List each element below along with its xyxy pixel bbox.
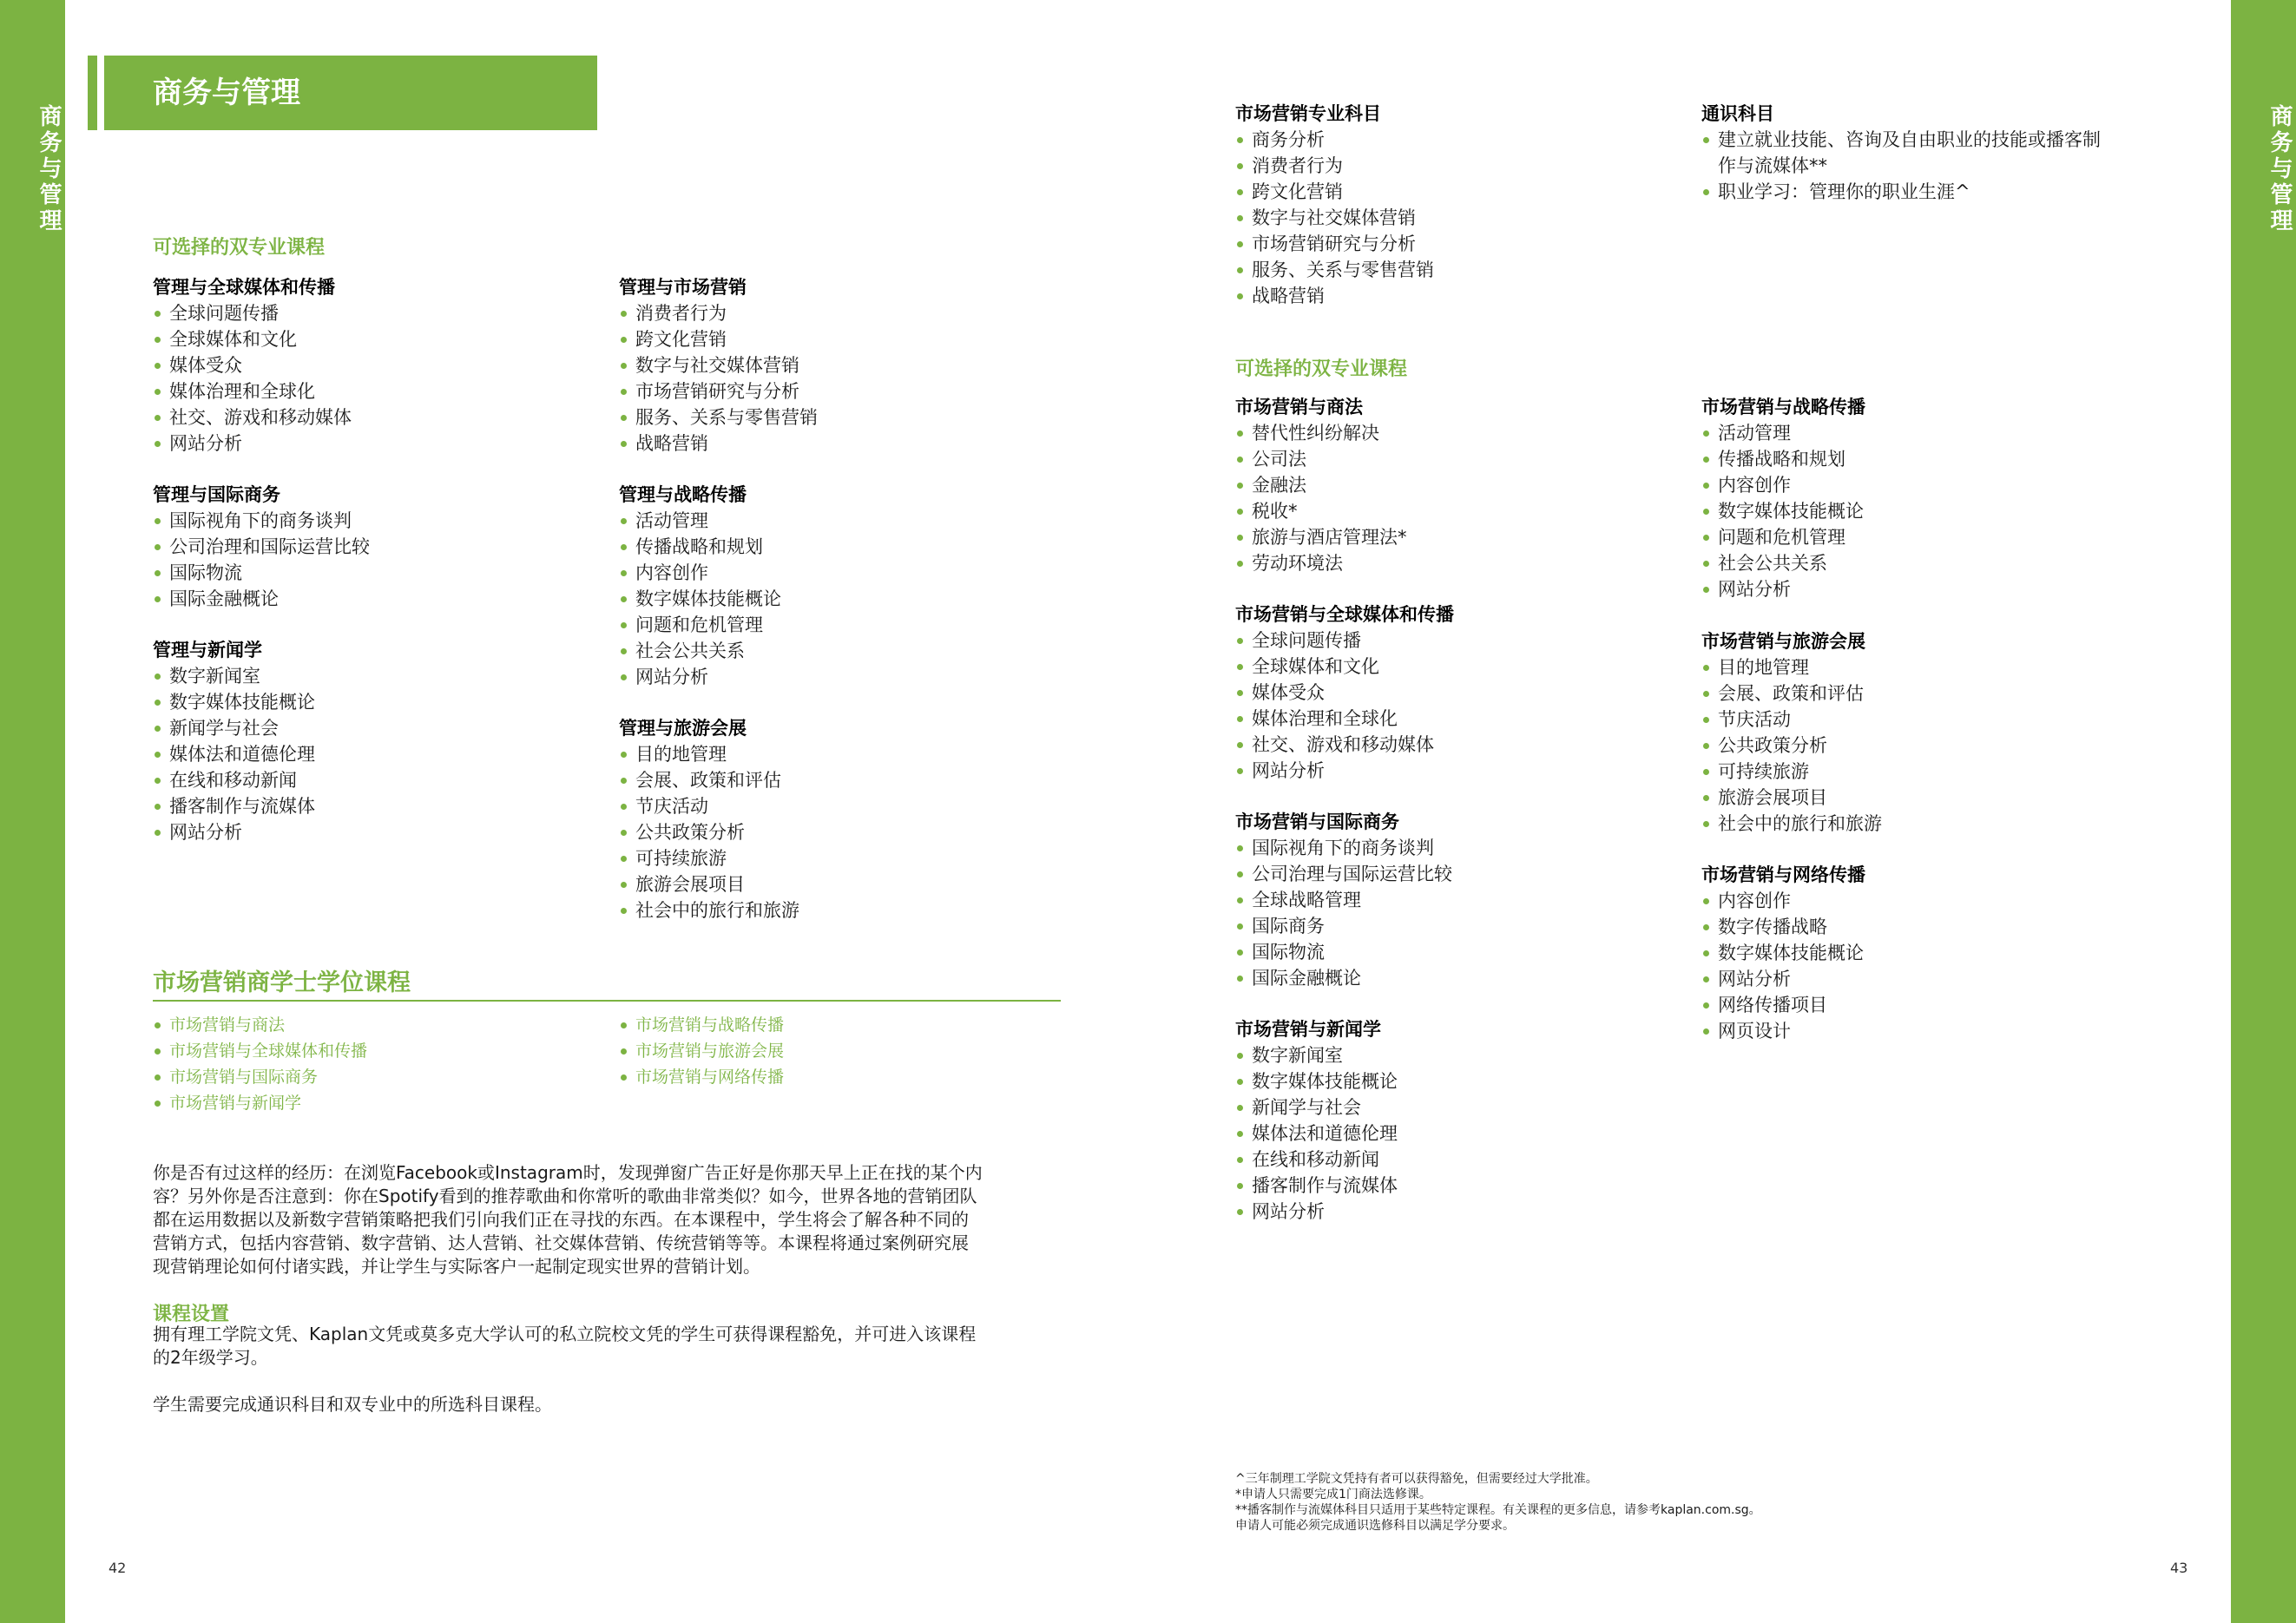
course-item: 跨文化营销 — [1235, 179, 1434, 205]
course-item: 媒体受众 — [1235, 680, 1454, 706]
course-item: 数字媒体技能概论 — [619, 586, 781, 612]
group-title: 通识科目 — [1701, 103, 1774, 124]
course-item: 战略营销 — [1235, 283, 1434, 309]
course-item: 服务、关系与零售营销 — [1235, 257, 1434, 283]
course-item: 数字与社交媒体营销 — [1235, 205, 1434, 231]
course-item: 传播战略和规划 — [619, 534, 781, 560]
course-item: 社会中的旅行和旅游 — [1701, 811, 1882, 837]
course-item: 媒体治理和全球化 — [153, 378, 352, 404]
course-item: 消费者行为 — [619, 300, 818, 326]
degree-title: 市场营销商学士学位课程 — [153, 969, 411, 996]
course-item: 国际商务 — [1235, 913, 1452, 939]
group-title: 市场营销与新闻学 — [1235, 1019, 1381, 1040]
group-title: 市场营销与战略传播 — [1701, 397, 1865, 417]
text-line: 都在运用数据以及新数字营销策略把我们引向我们正在寻找的东西。在本课程中，学生将会了解各种不同的 — [153, 1209, 969, 1230]
course-group — [1235, 394, 1407, 576]
degree-item: 市场营销与旅游会展 — [619, 1038, 784, 1064]
group-title: 管理与市场营销 — [619, 277, 747, 298]
group-title: 管理与战略传播 — [619, 484, 747, 505]
course-item: 全球问题传播 — [153, 300, 352, 326]
group-title: 市场营销与商法 — [1235, 397, 1363, 417]
course-item: 目的地管理 — [1701, 654, 1882, 680]
course-item: 问题和危机管理 — [1701, 524, 1865, 550]
course-item: 金融法 — [1235, 472, 1407, 498]
course-item: 网站分析 — [1701, 576, 1865, 602]
group-title: 市场营销与旅游会展 — [1701, 631, 1865, 652]
degree-divider — [153, 1000, 1061, 1002]
course-list — [1701, 888, 1865, 1044]
course-item: 公共政策分析 — [619, 819, 799, 845]
setup-paragraph — [153, 1323, 976, 1370]
degree-list — [153, 1012, 367, 1116]
course-item: 国际视角下的商务谈判 — [153, 508, 370, 534]
course-item: 活动管理 — [1701, 420, 1865, 446]
course-item: 网站分析 — [1235, 1199, 1398, 1225]
text-line: 的2年级学习。 — [153, 1347, 268, 1368]
dual-major-heading-right: 可选择的双专业课程 — [1235, 358, 1408, 380]
course-item: 职业学习：管理你的职业生涯^ — [1701, 179, 2101, 205]
general-subjects-group — [1701, 101, 2101, 205]
course-item: 国际物流 — [1235, 939, 1452, 965]
course-item: 替代性纠纷解决 — [1235, 420, 1407, 446]
course-list — [619, 300, 818, 457]
course-group — [619, 482, 781, 690]
course-item: 劳动环境法 — [1235, 550, 1407, 576]
text-line: 申请人可能必须完成通识选修科目以满足学分要求。 — [1235, 1519, 1515, 1533]
course-item: 数字传播战略 — [1701, 914, 1865, 940]
course-item: 媒体治理和全球化 — [1235, 706, 1454, 732]
course-item: 可持续旅游 — [619, 845, 799, 871]
text-line: 现营销理论如何付诸实践，并让学生与实际客户一起制定现实世界的营销计划。 — [153, 1256, 760, 1277]
course-list — [1235, 420, 1407, 576]
footnotes — [1235, 1471, 1843, 1534]
course-item: 网站分析 — [1701, 966, 1865, 992]
title-accent-bar — [88, 56, 97, 130]
course-group — [1235, 809, 1452, 991]
course-item: 在线和移动新闻 — [153, 767, 315, 793]
course-group — [1235, 601, 1454, 784]
course-item: 全球问题传播 — [1235, 628, 1454, 654]
group-title: 市场营销与国际商务 — [1235, 812, 1399, 832]
side-label-left: 商务与管理 — [36, 104, 62, 234]
course-item: 网络传播项目 — [1701, 992, 1865, 1018]
course-item: 国际金融概论 — [1235, 965, 1452, 991]
course-item: 数字新闻室 — [153, 663, 315, 689]
course-item: 内容创作 — [1701, 888, 1865, 914]
text-line: 拥有理工学院文凭、Kaplan文凭或莫多克大学认可的私立院校文凭的学生可获得课程豁免，并可进入该课程 — [153, 1324, 977, 1344]
course-item: 数字新闻室 — [1235, 1042, 1398, 1068]
page-title: 商务与管理 — [104, 56, 597, 130]
requirement-text: 学生需要完成通识科目和双专业中的所选科目课程。 — [153, 1394, 552, 1415]
degree-item: 市场营销与战略传播 — [619, 1012, 784, 1038]
course-list — [619, 741, 799, 923]
course-item: 在线和移动新闻 — [1235, 1147, 1398, 1173]
course-item: 网站分析 — [619, 664, 781, 690]
intro-paragraph — [153, 1161, 983, 1278]
course-item: 数字媒体技能概论 — [153, 689, 315, 715]
course-list — [619, 508, 781, 690]
text-line: **播客制作与流媒体科目只适用于某些特定课程。有关课程的更多信息，请参考kaplan.com.sg。 — [1235, 1503, 1761, 1517]
course-group — [153, 482, 370, 612]
course-item: 市场营销研究与分析 — [1235, 231, 1434, 257]
course-item: 网页设计 — [1701, 1018, 1865, 1044]
group-title: 市场营销与网络传播 — [1701, 864, 1865, 885]
degree-item: 市场营销与新闻学 — [153, 1090, 367, 1116]
course-item: 社会中的旅行和旅游 — [619, 897, 799, 923]
course-item: 市场营销研究与分析 — [619, 378, 818, 404]
major-subjects-group — [1235, 101, 1434, 309]
degree-item: 市场营销与国际商务 — [153, 1064, 367, 1090]
dual-major-heading-left: 可选择的双专业课程 — [153, 237, 326, 259]
course-list — [1235, 127, 1434, 309]
group-title: 管理与新闻学 — [153, 640, 262, 660]
text-line: *申请人只需要完成1门商法选修课。 — [1235, 1488, 1431, 1501]
degree-item: 市场营销与全球媒体和传播 — [153, 1038, 367, 1064]
degree-list — [619, 1012, 784, 1090]
course-group — [1701, 394, 1865, 602]
text-line: 容？另外你是否注意到：你在Spotify看到的推荐歌曲和你常听的歌曲非常类似？如今，世界各地的营销团队 — [153, 1186, 977, 1206]
group-title: 市场营销与全球媒体和传播 — [1235, 604, 1454, 625]
course-item: 节庆活动 — [619, 793, 799, 819]
left-side-bar — [0, 0, 65, 1623]
group-title: 管理与旅游会展 — [619, 718, 747, 739]
course-group — [1235, 1016, 1398, 1225]
course-item: 网站分析 — [1235, 758, 1454, 784]
course-item: 媒体法和道德伦理 — [153, 741, 315, 767]
degree-list-col2 — [619, 1012, 784, 1090]
course-group — [1701, 628, 1882, 837]
course-list — [153, 663, 315, 845]
page-number-right: 43 — [2170, 1560, 2188, 1576]
course-item: 社交、游戏和移动媒体 — [153, 404, 352, 430]
course-item: 传播战略和规划 — [1701, 446, 1865, 472]
course-list — [153, 300, 352, 457]
degree-list-col1 — [153, 1012, 367, 1116]
course-item: 节庆活动 — [1701, 706, 1882, 733]
course-item: 全球媒体和文化 — [1235, 654, 1454, 680]
course-item: 媒体受众 — [153, 352, 352, 378]
course-item: 网站分析 — [153, 430, 352, 457]
degree-item: 市场营销与商法 — [153, 1012, 367, 1038]
course-item: 国际视角下的商务谈判 — [1235, 835, 1452, 861]
course-list — [1235, 1042, 1398, 1225]
course-item: 播客制作与流媒体 — [153, 793, 315, 819]
course-item: 数字媒体技能概论 — [1701, 498, 1865, 524]
course-item: 服务、关系与零售营销 — [619, 404, 818, 430]
course-item: 商务分析 — [1235, 127, 1434, 153]
course-item: 旅游会展项目 — [1701, 785, 1882, 811]
course-group — [153, 637, 315, 845]
course-item: 公司法 — [1235, 446, 1407, 472]
right-side-bar — [2231, 0, 2296, 1623]
course-item: 媒体法和道德伦理 — [1235, 1120, 1398, 1147]
course-item: 活动管理 — [619, 508, 781, 534]
course-item: 新闻学与社会 — [153, 715, 315, 741]
course-item: 跨文化营销 — [619, 326, 818, 352]
course-group — [153, 274, 352, 457]
course-item: 新闻学与社会 — [1235, 1094, 1398, 1120]
course-item: 税收* — [1235, 498, 1407, 524]
course-item: 网站分析 — [153, 819, 315, 845]
course-item: 社交、游戏和移动媒体 — [1235, 732, 1454, 758]
course-item: 全球战略管理 — [1235, 887, 1452, 913]
setup-heading: 课程设置 — [153, 1304, 230, 1325]
course-item: 公共政策分析 — [1701, 733, 1882, 759]
course-item: 国际物流 — [153, 560, 370, 586]
course-list — [1701, 127, 2101, 205]
text-line: ^三年制理工学院文凭持有者可以获得豁免，但需要经过大学批准。 — [1235, 1472, 1598, 1486]
course-group — [1701, 862, 1865, 1044]
group-title: 市场营销专业科目 — [1235, 103, 1381, 124]
course-item: 问题和危机管理 — [619, 612, 781, 638]
course-item: 会展、政策和评估 — [1701, 680, 1882, 706]
course-item: 社会公共关系 — [1701, 550, 1865, 576]
text-line: 你是否有过这样的经历：在浏览Facebook或Instagram时，发现弹窗广告正好是你那天早上正在找的某个内 — [153, 1162, 983, 1183]
course-item: 播客制作与流媒体 — [1235, 1173, 1398, 1199]
course-list — [153, 508, 370, 612]
course-item: 建立就业技能、咨询及自由职业的技能或播客制 作与流媒体** — [1701, 127, 2101, 179]
course-item: 数字媒体技能概论 — [1701, 940, 1865, 966]
course-item: 内容创作 — [1701, 472, 1865, 498]
course-list — [1235, 835, 1452, 991]
course-item: 全球媒体和文化 — [153, 326, 352, 352]
course-item: 旅游会展项目 — [619, 871, 799, 897]
course-item: 数字与社交媒体营销 — [619, 352, 818, 378]
course-item: 公司治理与国际运营比较 — [1235, 861, 1452, 887]
course-group — [619, 715, 799, 923]
course-item: 可持续旅游 — [1701, 759, 1882, 785]
text-line: 营销方式，包括内容营销、数字营销、达人营销、社交媒体营销、传统营销等等。本课程将通过案例研究展 — [153, 1232, 969, 1253]
degree-item: 市场营销与网络传播 — [619, 1064, 784, 1090]
course-group — [619, 274, 818, 457]
course-item: 战略营销 — [619, 430, 818, 457]
group-title: 管理与全球媒体和传播 — [153, 277, 335, 298]
group-title: 管理与国际商务 — [153, 484, 280, 505]
course-item: 会展、政策和评估 — [619, 767, 799, 793]
course-item: 公司治理和国际运营比较 — [153, 534, 370, 560]
course-item: 内容创作 — [619, 560, 781, 586]
page-number-left: 42 — [109, 1560, 127, 1576]
course-item: 消费者行为 — [1235, 153, 1434, 179]
course-list — [1701, 420, 1865, 602]
course-item: 国际金融概论 — [153, 586, 370, 612]
course-list — [1235, 628, 1454, 784]
course-list — [1701, 654, 1882, 837]
course-item: 目的地管理 — [619, 741, 799, 767]
course-item: 社会公共关系 — [619, 638, 781, 664]
course-item: 数字媒体技能概论 — [1235, 1068, 1398, 1094]
side-label-right: 商务与管理 — [2266, 104, 2293, 234]
course-item: 旅游与酒店管理法* — [1235, 524, 1407, 550]
